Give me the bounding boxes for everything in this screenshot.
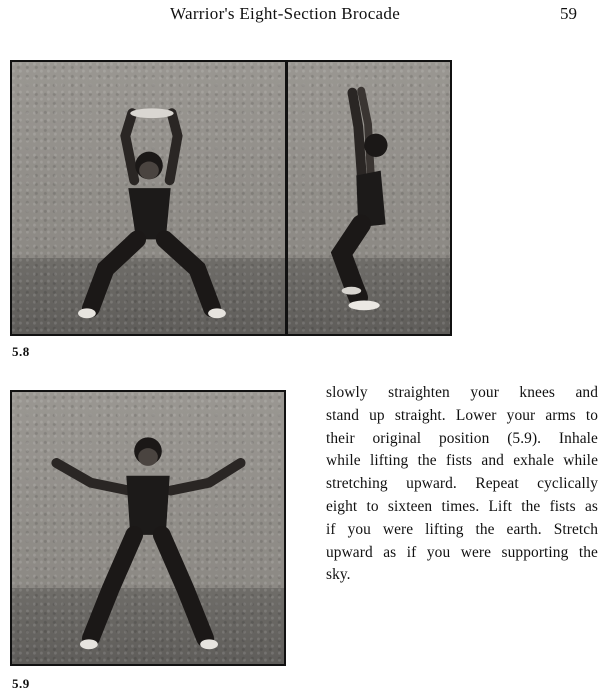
body-line-5: stretching upward. Repeat cyclically: [326, 475, 598, 493]
figure-standing-arms-out: [12, 392, 284, 664]
body-line-7: if you were lifting the earth. Stretch: [326, 520, 598, 538]
body-line-6: eight to sixteen times. Lift the fists as: [326, 497, 598, 515]
figure-label-5-8: 5.8: [12, 344, 30, 359]
photo-5-8-front: [10, 60, 287, 336]
page-number: 59: [560, 4, 577, 23]
figure-front-squat-arms-up: [12, 62, 285, 334]
body-paragraph: [326, 382, 598, 587]
body-line-1: slowly straighten your knees and: [326, 384, 598, 401]
body-line-4: while lifting the fists and exhale while: [326, 452, 598, 470]
photo-5-9: [10, 390, 286, 666]
body-line-8: upward as if you were supporting the: [326, 543, 598, 561]
running-title: Warrior's Eight-Section Brocade: [170, 4, 401, 23]
body-line-3: their original position (5.9). Inhale: [326, 429, 598, 447]
running-head: [0, 0, 600, 30]
body-line-2: stand up straight. Lower your arms to: [326, 406, 598, 424]
body-line-9: sky.: [326, 566, 351, 584]
figure-label-5-9: 5.9: [12, 676, 30, 691]
photo-5-8-side: [286, 60, 452, 336]
figure-side-squat-arms-up: [288, 62, 450, 334]
